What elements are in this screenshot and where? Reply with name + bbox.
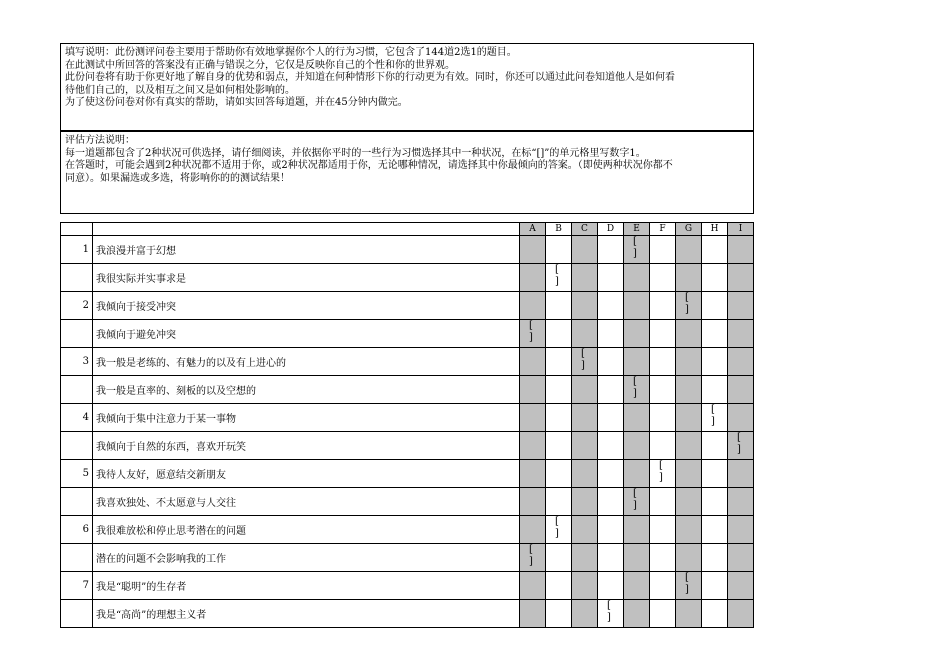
answer-cell-c bbox=[572, 320, 598, 348]
answer-cell-h bbox=[702, 292, 728, 320]
question-number: 7 bbox=[61, 572, 93, 600]
column-header-e: E bbox=[624, 223, 650, 236]
evaluation-line: 在答题时，可能会遇到2种状况都不适用于你，或2种状况都适用于你，无论哪种情况，请选择其中你最倾向的答案。（即使两种状况你都不 bbox=[65, 160, 673, 172]
bracket-close: ] bbox=[685, 304, 689, 315]
answer-cell-e bbox=[624, 600, 650, 628]
answer-cell-e bbox=[624, 348, 650, 376]
question-row bbox=[61, 460, 754, 488]
answer-input-cell-d[interactable] bbox=[598, 600, 624, 628]
column-header-d: D bbox=[598, 223, 624, 236]
bracket-open: [ bbox=[555, 516, 559, 527]
answer-bracket-mark[interactable] bbox=[659, 460, 665, 484]
answer-cell-c bbox=[572, 236, 598, 264]
answer-input-cell-c[interactable] bbox=[572, 348, 598, 376]
question-row bbox=[61, 404, 754, 432]
answer-cell-e bbox=[624, 264, 650, 292]
answer-cell-i bbox=[728, 376, 754, 404]
answer-cell-b bbox=[546, 404, 572, 432]
answer-cell-f bbox=[650, 572, 676, 600]
question-text: 我喜欢独处、不太愿意与人交往 bbox=[93, 488, 520, 516]
answer-input-cell-f[interactable] bbox=[650, 460, 676, 488]
answer-cell-c bbox=[572, 292, 598, 320]
answer-cell-b bbox=[546, 432, 572, 460]
question-number: 6 bbox=[61, 516, 93, 544]
question-number bbox=[61, 320, 93, 348]
answer-cell-c bbox=[572, 600, 598, 628]
header-row bbox=[61, 223, 754, 236]
question-number bbox=[61, 544, 93, 572]
answer-cell-h bbox=[702, 600, 728, 628]
answer-cell-f bbox=[650, 348, 676, 376]
answer-bracket-mark[interactable] bbox=[555, 516, 561, 540]
bracket-close: ] bbox=[633, 500, 637, 511]
bracket-close: ] bbox=[711, 416, 715, 427]
bracket-close: ] bbox=[633, 388, 637, 399]
bracket-open: [ bbox=[529, 544, 533, 555]
instruction-line: 在此测试中所回答的答案没有正确与错误之分，它仅是反映你自己的个性和你的世界观。 bbox=[65, 59, 455, 71]
answer-cell-i bbox=[728, 572, 754, 600]
answer-cell-e bbox=[624, 516, 650, 544]
answer-cell-g bbox=[676, 348, 702, 376]
answer-bracket-mark[interactable] bbox=[685, 572, 691, 596]
question-text: 我倾向于避免冲突 bbox=[93, 320, 520, 348]
answer-cell-e bbox=[624, 544, 650, 572]
bracket-open: [ bbox=[607, 600, 611, 611]
column-header-a: A bbox=[520, 223, 546, 236]
answer-cell-d bbox=[598, 404, 624, 432]
answer-input-cell-a[interactable] bbox=[520, 320, 546, 348]
answer-cell-i bbox=[728, 404, 754, 432]
answer-cell-h bbox=[702, 320, 728, 348]
question-row bbox=[61, 376, 754, 404]
evaluation-box bbox=[60, 131, 754, 214]
answer-cell-d bbox=[598, 488, 624, 516]
question-row bbox=[61, 600, 754, 628]
answer-cell-f bbox=[650, 320, 676, 348]
instructions-box bbox=[60, 43, 754, 131]
header-blank bbox=[61, 223, 93, 236]
column-header-c: C bbox=[572, 223, 598, 236]
question-row bbox=[61, 348, 754, 376]
question-number: 4 bbox=[61, 404, 93, 432]
question-text: 我倾向于接受冲突 bbox=[93, 292, 520, 320]
question-row bbox=[61, 544, 754, 572]
question-number bbox=[61, 376, 93, 404]
answer-cell-i bbox=[728, 320, 754, 348]
answer-bracket-mark[interactable] bbox=[633, 236, 639, 260]
question-text: 我浪漫并富于幻想 bbox=[93, 236, 520, 264]
answer-cell-g bbox=[676, 600, 702, 628]
question-number bbox=[61, 488, 93, 516]
answer-cell-g bbox=[676, 516, 702, 544]
question-row bbox=[61, 320, 754, 348]
answer-cell-d bbox=[598, 320, 624, 348]
answer-cell-c bbox=[572, 544, 598, 572]
answer-cell-d bbox=[598, 516, 624, 544]
answer-cell-g bbox=[676, 488, 702, 516]
answer-cell-h bbox=[702, 572, 728, 600]
column-header-h: H bbox=[702, 223, 728, 236]
answer-input-cell-g[interactable] bbox=[676, 292, 702, 320]
bracket-open: [ bbox=[633, 488, 637, 499]
question-text: 潜在的问题不会影响我的工作 bbox=[93, 544, 520, 572]
answer-cell-b bbox=[546, 460, 572, 488]
question-number bbox=[61, 432, 93, 460]
answer-cell-e bbox=[624, 292, 650, 320]
bracket-close: ] bbox=[737, 444, 741, 455]
answer-cell-a bbox=[520, 460, 546, 488]
answer-cell-g bbox=[676, 432, 702, 460]
answer-cell-h bbox=[702, 488, 728, 516]
answer-cell-h bbox=[702, 432, 728, 460]
bracket-close: ] bbox=[555, 276, 559, 287]
column-header-f: F bbox=[650, 223, 676, 236]
column-header-i: I bbox=[728, 223, 754, 236]
answer-input-cell-e[interactable] bbox=[624, 236, 650, 264]
answer-cell-a bbox=[520, 376, 546, 404]
question-text: 我很难放松和停止思考潜在的问题 bbox=[93, 516, 520, 544]
instruction-line: 为了使这份问卷对你有真实的帮助，请如实回答每道题，并在45分钟内做完。 bbox=[65, 97, 408, 109]
answer-cell-i bbox=[728, 348, 754, 376]
answer-bracket-mark[interactable] bbox=[529, 544, 535, 568]
question-text: 我待人友好，愿意结交新朋友 bbox=[93, 460, 520, 488]
answer-input-cell-h[interactable] bbox=[702, 404, 728, 432]
answer-cell-b bbox=[546, 348, 572, 376]
answer-cell-b bbox=[546, 544, 572, 572]
bracket-open: [ bbox=[659, 460, 663, 471]
answer-cell-a bbox=[520, 600, 546, 628]
question-row bbox=[61, 432, 754, 460]
answer-cell-a bbox=[520, 432, 546, 460]
answer-cell-i bbox=[728, 264, 754, 292]
question-row bbox=[61, 236, 754, 264]
answer-input-cell-b[interactable] bbox=[546, 264, 572, 292]
answer-cell-g bbox=[676, 236, 702, 264]
answer-cell-f bbox=[650, 404, 676, 432]
answer-cell-c bbox=[572, 460, 598, 488]
bracket-open: [ bbox=[685, 292, 689, 303]
answer-input-cell-e[interactable] bbox=[624, 488, 650, 516]
question-number bbox=[61, 264, 93, 292]
bracket-open: [ bbox=[555, 264, 559, 275]
answer-cell-g bbox=[676, 376, 702, 404]
question-text: 我是“高尚”的理想主义者 bbox=[93, 600, 520, 628]
answer-cell-a bbox=[520, 236, 546, 264]
question-text: 我倾向于自然的东西，喜欢开玩笑 bbox=[93, 432, 520, 460]
bracket-open: [ bbox=[685, 572, 689, 583]
answer-cell-d bbox=[598, 292, 624, 320]
bracket-close: ] bbox=[529, 332, 533, 343]
answer-cell-i bbox=[728, 516, 754, 544]
question-row bbox=[61, 264, 754, 292]
bracket-close: ] bbox=[529, 556, 533, 567]
answer-bracket-mark[interactable] bbox=[711, 404, 717, 428]
answer-cell-a bbox=[520, 348, 546, 376]
answer-cell-g bbox=[676, 404, 702, 432]
answer-cell-h bbox=[702, 348, 728, 376]
answer-cell-g bbox=[676, 320, 702, 348]
answer-cell-d bbox=[598, 264, 624, 292]
answer-cell-b bbox=[546, 320, 572, 348]
bracket-close: ] bbox=[685, 584, 689, 595]
answer-cell-f bbox=[650, 516, 676, 544]
bracket-open: [ bbox=[581, 348, 585, 359]
answer-bracket-mark[interactable] bbox=[529, 320, 535, 344]
answer-cell-h bbox=[702, 516, 728, 544]
instruction-line: 此份问卷将有助于你更好地了解自身的优势和弱点，并知道在何种情形下你的行动更为有效。同时，你还可以通过此问卷知道他人是如何看 bbox=[65, 72, 675, 84]
answer-cell-c bbox=[572, 516, 598, 544]
question-number: 2 bbox=[61, 292, 93, 320]
answer-cell-c bbox=[572, 264, 598, 292]
answer-cell-a bbox=[520, 572, 546, 600]
bracket-close: ] bbox=[659, 472, 663, 483]
instruction-line: 待他们自己的，以及相互之间又是如何相处影响的。 bbox=[65, 84, 295, 96]
answer-cell-a bbox=[520, 516, 546, 544]
answer-cell-h bbox=[702, 544, 728, 572]
question-text: 我是“聪明”的生存者 bbox=[93, 572, 520, 600]
question-row bbox=[61, 488, 754, 516]
answer-bracket-mark[interactable] bbox=[633, 376, 639, 400]
answer-cell-e bbox=[624, 572, 650, 600]
answer-cell-h bbox=[702, 264, 728, 292]
answer-input-cell-i[interactable] bbox=[728, 432, 754, 460]
answer-cell-f bbox=[650, 544, 676, 572]
bracket-close: ] bbox=[633, 248, 637, 259]
question-text: 我很实际并实事求是 bbox=[93, 264, 520, 292]
question-row bbox=[61, 516, 754, 544]
answer-cell-i bbox=[728, 544, 754, 572]
answer-bracket-mark[interactable] bbox=[737, 432, 743, 456]
answer-cell-i bbox=[728, 488, 754, 516]
answer-bracket-mark[interactable] bbox=[607, 600, 613, 624]
answer-cell-i bbox=[728, 292, 754, 320]
bracket-close: ] bbox=[555, 528, 559, 539]
answer-cell-i bbox=[728, 236, 754, 264]
answer-input-cell-b[interactable] bbox=[546, 516, 572, 544]
answer-cell-e bbox=[624, 404, 650, 432]
answer-cell-b bbox=[546, 236, 572, 264]
answer-cell-e bbox=[624, 320, 650, 348]
bracket-close: ] bbox=[607, 612, 611, 623]
answer-cell-d bbox=[598, 460, 624, 488]
answer-cell-h bbox=[702, 236, 728, 264]
answer-cell-c bbox=[572, 432, 598, 460]
bracket-open: [ bbox=[633, 236, 637, 247]
bracket-close: ] bbox=[581, 360, 585, 371]
question-text: 我一般是直率的、刻板的以及空想的 bbox=[93, 376, 520, 404]
bracket-open: [ bbox=[529, 320, 533, 331]
question-number: 1 bbox=[61, 236, 93, 264]
answer-cell-f bbox=[650, 236, 676, 264]
column-header-g: G bbox=[676, 223, 702, 236]
answer-input-cell-e[interactable] bbox=[624, 376, 650, 404]
answer-cell-b bbox=[546, 572, 572, 600]
evaluation-line: 同意）。如果漏选或多选，将影响你的的测试结果！ bbox=[65, 172, 290, 184]
answer-cell-f bbox=[650, 264, 676, 292]
answer-cell-c bbox=[572, 488, 598, 516]
bracket-open: [ bbox=[633, 376, 637, 387]
answer-cell-f bbox=[650, 376, 676, 404]
answer-cell-h bbox=[702, 460, 728, 488]
answer-cell-g bbox=[676, 544, 702, 572]
answer-cell-b bbox=[546, 488, 572, 516]
answer-bracket-mark[interactable] bbox=[633, 488, 639, 512]
bracket-open: [ bbox=[737, 432, 741, 443]
answer-cell-b bbox=[546, 600, 572, 628]
answer-input-cell-g[interactable] bbox=[676, 572, 702, 600]
answer-cell-h bbox=[702, 376, 728, 404]
question-number: 3 bbox=[61, 348, 93, 376]
answer-cell-f bbox=[650, 600, 676, 628]
answer-cell-a bbox=[520, 488, 546, 516]
evaluation-line: 每一道题都包含了2种状况可供选择，请仔细阅读，并依据你平时的一些行为习惯选择其中一种状况，在标“[]”的单元格里写数字1。 bbox=[65, 147, 646, 159]
answer-cell-c bbox=[572, 572, 598, 600]
answer-bracket-mark[interactable] bbox=[581, 348, 587, 372]
answer-cell-a bbox=[520, 404, 546, 432]
answer-cell-a bbox=[520, 264, 546, 292]
answer-cell-g bbox=[676, 460, 702, 488]
answer-cell-f bbox=[650, 432, 676, 460]
answer-bracket-mark[interactable] bbox=[685, 292, 691, 316]
answer-cell-d bbox=[598, 544, 624, 572]
answer-cell-d bbox=[598, 376, 624, 404]
questionnaire-table bbox=[60, 222, 754, 628]
question-row bbox=[61, 572, 754, 600]
answer-cell-d bbox=[598, 432, 624, 460]
answer-cell-f bbox=[650, 292, 676, 320]
answer-cell-d bbox=[598, 348, 624, 376]
column-header-b: B bbox=[546, 223, 572, 236]
answer-cell-c bbox=[572, 376, 598, 404]
answer-cell-d bbox=[598, 572, 624, 600]
question-text: 我倾向于集中注意力于某一事物 bbox=[93, 404, 520, 432]
answer-cell-i bbox=[728, 460, 754, 488]
answer-bracket-mark[interactable] bbox=[555, 264, 561, 288]
answer-cell-e bbox=[624, 432, 650, 460]
answer-cell-d bbox=[598, 236, 624, 264]
evaluation-line: 评估方法说明： bbox=[65, 135, 135, 146]
question-number: 5 bbox=[61, 460, 93, 488]
instruction-line: 填写说明：此份测评问卷主要用于帮助你有效地掌握你个人的行为习惯，它包含了144道2选1的题目。 bbox=[65, 47, 517, 58]
header-blank bbox=[93, 223, 520, 236]
answer-cell-b bbox=[546, 292, 572, 320]
answer-cell-b bbox=[546, 376, 572, 404]
answer-cell-c bbox=[572, 404, 598, 432]
answer-cell-a bbox=[520, 292, 546, 320]
bracket-open: [ bbox=[711, 404, 715, 415]
answer-cell-g bbox=[676, 264, 702, 292]
question-row bbox=[61, 292, 754, 320]
answer-cell-e bbox=[624, 460, 650, 488]
answer-cell-i bbox=[728, 600, 754, 628]
answer-cell-f bbox=[650, 488, 676, 516]
answer-input-cell-a[interactable] bbox=[520, 544, 546, 572]
question-number bbox=[61, 600, 93, 628]
question-text: 我一般是老练的、有魅力的以及有上进心的 bbox=[93, 348, 520, 376]
